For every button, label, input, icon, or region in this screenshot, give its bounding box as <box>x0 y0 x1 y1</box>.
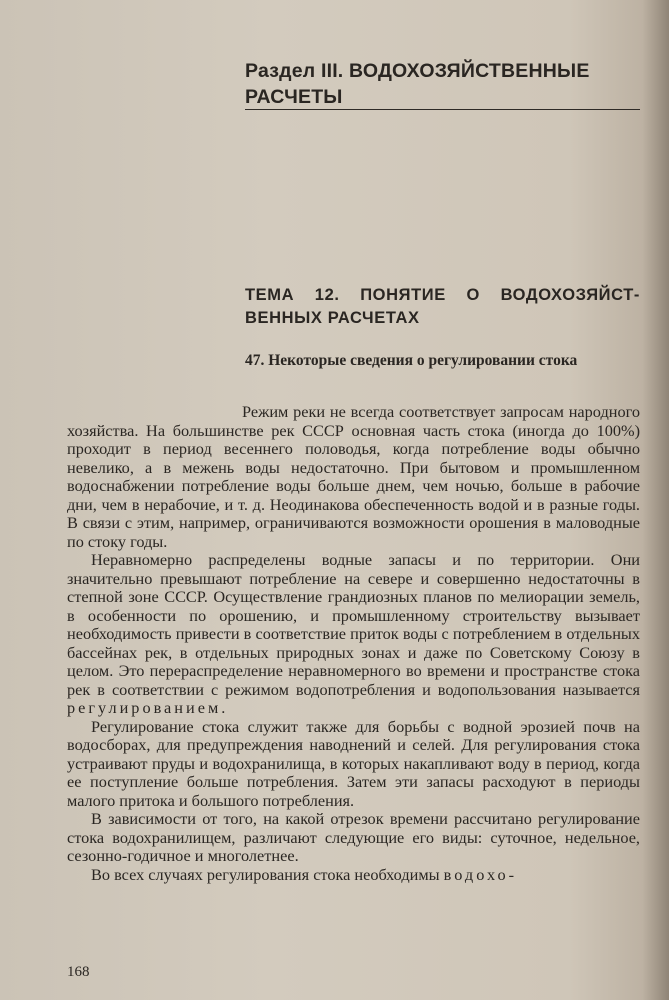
section-title-rule <box>245 109 640 110</box>
paragraph-2-text: Неравномерно распределены водные запасы и по территории. Они значительно превышают потребление на севере и совершенно недостаточны в степной зоне СССР. Осуществление грандиозных планов по мелиорации земель, в особенности по орошению, и промышленному строительству вызывает необходимость привести в соответствие приток воды с потреблением в отдельных бассейнах рек, в отдельных природных зонах и даже по Советскому Союзу в целом. Это перераспределение неравномерного во времени и пространстве стока рек в соответствии с режимом водопотребления и водопользования называется <box>67 550 640 699</box>
page-number: 168 <box>67 964 90 980</box>
section-title <box>245 58 640 110</box>
topic-title: ТЕМА 12. ПОНЯТИЕ О ВОДОХОЗЯЙСТ- ВЕННЫХ РАСЧЕТАХ <box>245 286 640 327</box>
paragraph-5 <box>67 866 640 885</box>
paragraph-2-end: . <box>221 698 226 717</box>
section-title-line-1: Раздел III. ВОДОХОЗЯЙСТВЕННЫЕ <box>245 60 590 82</box>
paragraph-5-text: Во всех случаях регулирования стока необходимы <box>91 864 444 884</box>
body-text <box>67 403 640 884</box>
subsection-title: 47. Некоторые сведения о регулировании стока <box>245 352 578 369</box>
paragraph-5-emphasis: водохо- <box>443 864 518 884</box>
section-title-line-2: РАСЧЕТЫ <box>245 86 343 108</box>
paragraph-2 <box>67 551 640 718</box>
paragraph-1: Режим реки не всегда соответствует запросам народного хозяйства. На большинстве рек СССР основная часть стока (иногда до 100%) проходит в период весеннего половодья, когда потребление воды обычно невелико, а в межень воды недостаточно. При бытовом и промышленном водоснабжении потребление воды больше днем, чем ночью, больше в рабочие дни, чем в нерабочие, и т. д. Неодинакова обеспеченность водой и в разные годы. В связи с этим, например, ограничиваются возможности орошения в маловодные по стоку годы. <box>67 402 640 551</box>
paragraph-3: Регулирование стока служит также для борьбы с водной эрозией почв на водосборах, для предупреждения наводнений и селей. Для регулирования стока устраивают пруды и водохранилища, в которых накапливают воду в период, когда ее поступление больше потребления. Затем эти запасы расходуют в периоды малого притока и большого потребления. <box>67 716 640 810</box>
paragraph-2-emphasis: регулированием <box>67 698 222 717</box>
paragraph-4: В зависимости от того, на какой отрезок времени рассчитано регулирование стока водохранилищем, различают следующие его виды: суточное, недельное, сезонно-годичное и многолетнее. <box>67 809 640 865</box>
